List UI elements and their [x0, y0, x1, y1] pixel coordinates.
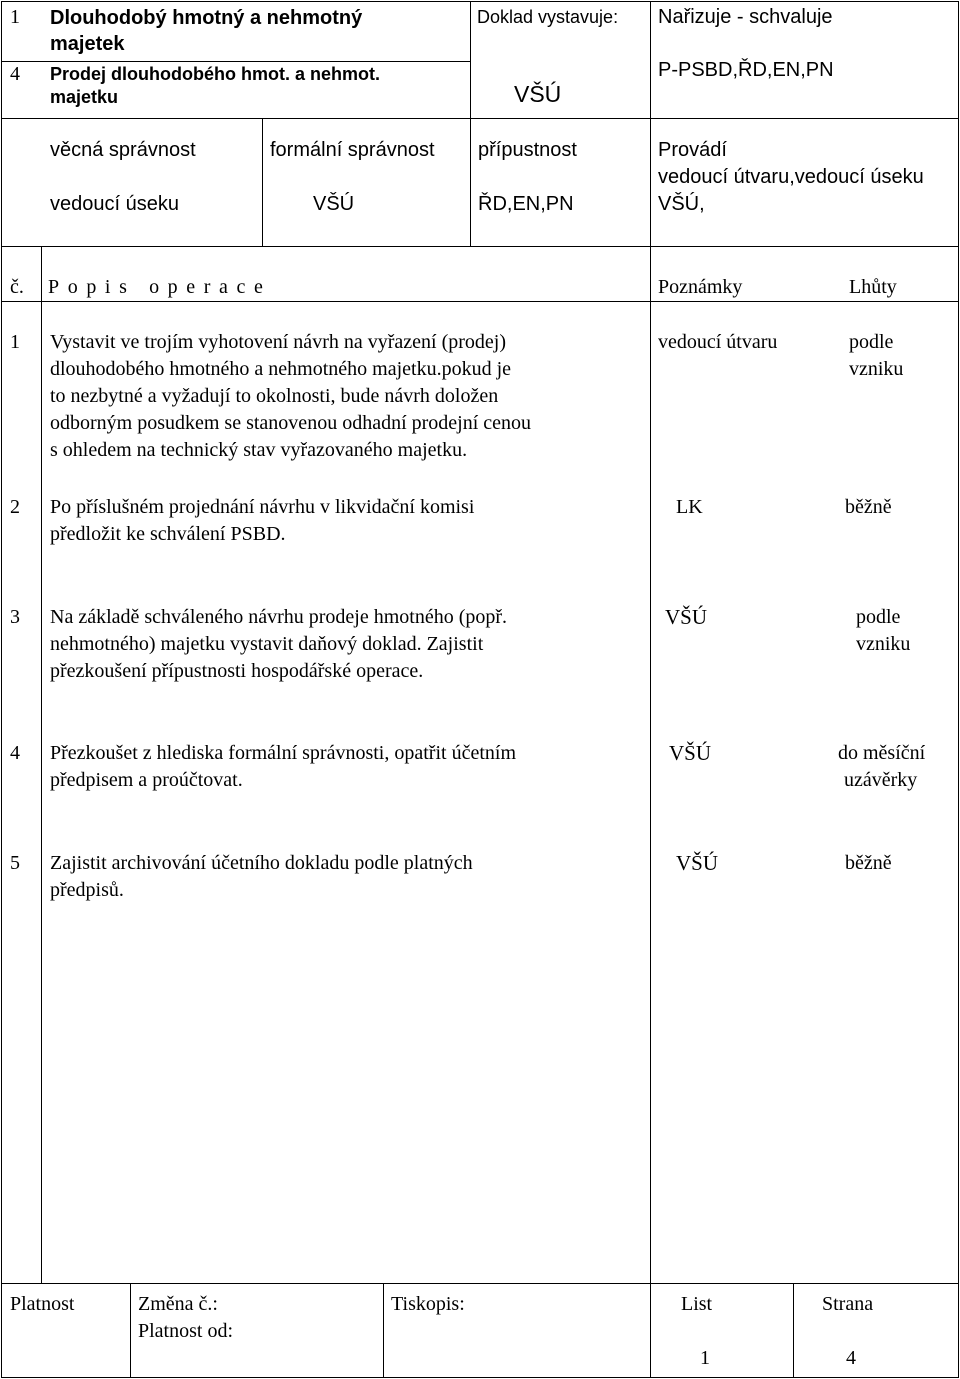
- checks-divider: [262, 118, 263, 246]
- operation-deadline: vzniku: [856, 633, 911, 655]
- header-divider-1: [470, 1, 471, 246]
- operation-notes: LK: [676, 496, 703, 518]
- performs-label: Provádí: [658, 139, 727, 161]
- footer-valid-from: Platnost od:: [138, 1320, 234, 1342]
- operation-notes: vedoucí útvaru: [658, 331, 778, 353]
- operation-notes: VŠÚ: [669, 741, 712, 765]
- orders-value: P-PSBD,ŘD,EN,PN: [658, 59, 834, 81]
- section-number: 1: [10, 6, 20, 28]
- footer-divider-1: [130, 1283, 131, 1378]
- issuer-label: Doklad vystavuje:: [477, 7, 619, 27]
- header-bottom-line: [1, 118, 959, 119]
- operation-text: to nezbytné a vyžadují to okolnosti, bude návrh doložen: [50, 385, 499, 407]
- operation-text: s ohledem na technický stav vyřazovaného majetku.: [50, 439, 468, 461]
- footer-top-line: [1, 1283, 959, 1284]
- operation-text: předložit ke schválení PSBD.: [50, 523, 286, 545]
- operation-text: odborným posudkem se stanovenou odhadní prodejní cenou: [50, 412, 532, 434]
- operation-deadline: běžně: [845, 852, 892, 874]
- operation-number: 4: [10, 742, 20, 764]
- formal-correctness-value: VŠÚ: [313, 193, 355, 215]
- operation-text: dlouhodobého hmotného a nehmotného majetku.pokud je: [50, 358, 512, 380]
- admissibility-label: přípustnost: [478, 139, 577, 161]
- footer-page-label: Strana: [822, 1293, 874, 1315]
- column-deadlines-header: Lhůty: [849, 276, 897, 298]
- material-correctness-value: vedoucí úseku: [50, 193, 179, 215]
- operation-text: předpisů.: [50, 879, 124, 901]
- footer-sheet-value: 1: [700, 1347, 710, 1369]
- footer-page-value: 4: [846, 1347, 856, 1369]
- footer-validity: Platnost: [10, 1293, 75, 1315]
- operation-text: předpisem a proúčtovat.: [50, 769, 243, 791]
- performs-line2: VŠÚ,: [658, 193, 705, 215]
- operation-text: nehmotného) majetku vystavit daňový doklad. Zajistit: [50, 633, 484, 655]
- bottom-border: [1, 1377, 959, 1378]
- section-title-line2: majetek: [50, 33, 125, 55]
- operation-text: Zajistit archivování účetního dokladu podle platných: [50, 852, 473, 874]
- operation-deadline: uzávěrky: [844, 769, 918, 791]
- operation-text: Přezkoušet z hlediska formální správnosti, opatřit účetním: [50, 742, 516, 764]
- footer-change-number: Změna č.:: [138, 1293, 218, 1315]
- operation-number: 1: [10, 331, 20, 353]
- left-border: [1, 1, 2, 1378]
- admissibility-value: ŘD,EN,PN: [478, 193, 574, 215]
- operation-notes: VŠÚ: [676, 851, 719, 875]
- checks-bottom-line: [1, 246, 959, 247]
- operation-text: Po příslušném projednání návrhu v likvidační komisi: [50, 496, 475, 518]
- section-title-line1: Dlouhodobý hmotný a nehmotný: [50, 7, 363, 29]
- operation-deadline: běžně: [845, 496, 892, 518]
- operation-notes: VŠÚ: [665, 605, 708, 629]
- num-column-divider: [41, 246, 42, 1283]
- operation-number: 3: [10, 606, 20, 628]
- notes-column-divider: [650, 246, 651, 1283]
- operation-text: Vystavit ve trojím vyhotovení návrh na vyřazení (prodej): [50, 331, 506, 353]
- footer-divider-4: [793, 1283, 794, 1378]
- subsection-number: 4: [10, 63, 20, 85]
- subsection-title-line1: Prodej dlouhodobého hmot. a nehmot.: [50, 64, 380, 84]
- right-border: [958, 1, 959, 1378]
- operation-text: Na základě schváleného návrhu prodeje hmotného (popř.: [50, 606, 508, 628]
- operation-number: 5: [10, 852, 20, 874]
- column-number-header: č.: [10, 276, 24, 298]
- subsection-title-line2: majetku: [50, 87, 119, 107]
- footer-divider-3: [650, 1283, 651, 1378]
- operation-deadline: podle: [849, 331, 894, 353]
- footer-sheet-label: List: [681, 1293, 713, 1315]
- operation-text: přezkoušení přípustnosti hospodářské operace.: [50, 660, 424, 682]
- operation-number: 2: [10, 496, 20, 518]
- operation-deadline: do měsíční: [838, 742, 926, 764]
- orders-label: Nařizuje - schvaluje: [658, 6, 833, 28]
- issuer-value: VŠÚ: [514, 81, 562, 107]
- performs-line1: vedoucí útvaru,vedoucí úseku: [658, 166, 924, 188]
- header-divider-2: [650, 1, 651, 246]
- operation-deadline: podle: [856, 606, 901, 628]
- column-description-header: Popis operace: [48, 276, 272, 298]
- formal-correctness-label: formální správnost: [270, 139, 435, 161]
- operation-deadline: vzniku: [849, 358, 904, 380]
- footer-divider-2: [383, 1283, 384, 1378]
- footer-print-form: Tiskopis:: [391, 1293, 465, 1315]
- material-correctness-label: věcná správnost: [50, 139, 196, 161]
- top-border: [1, 1, 959, 2]
- column-notes-header: Poznámky: [658, 276, 743, 298]
- columns-header-line: [1, 301, 959, 302]
